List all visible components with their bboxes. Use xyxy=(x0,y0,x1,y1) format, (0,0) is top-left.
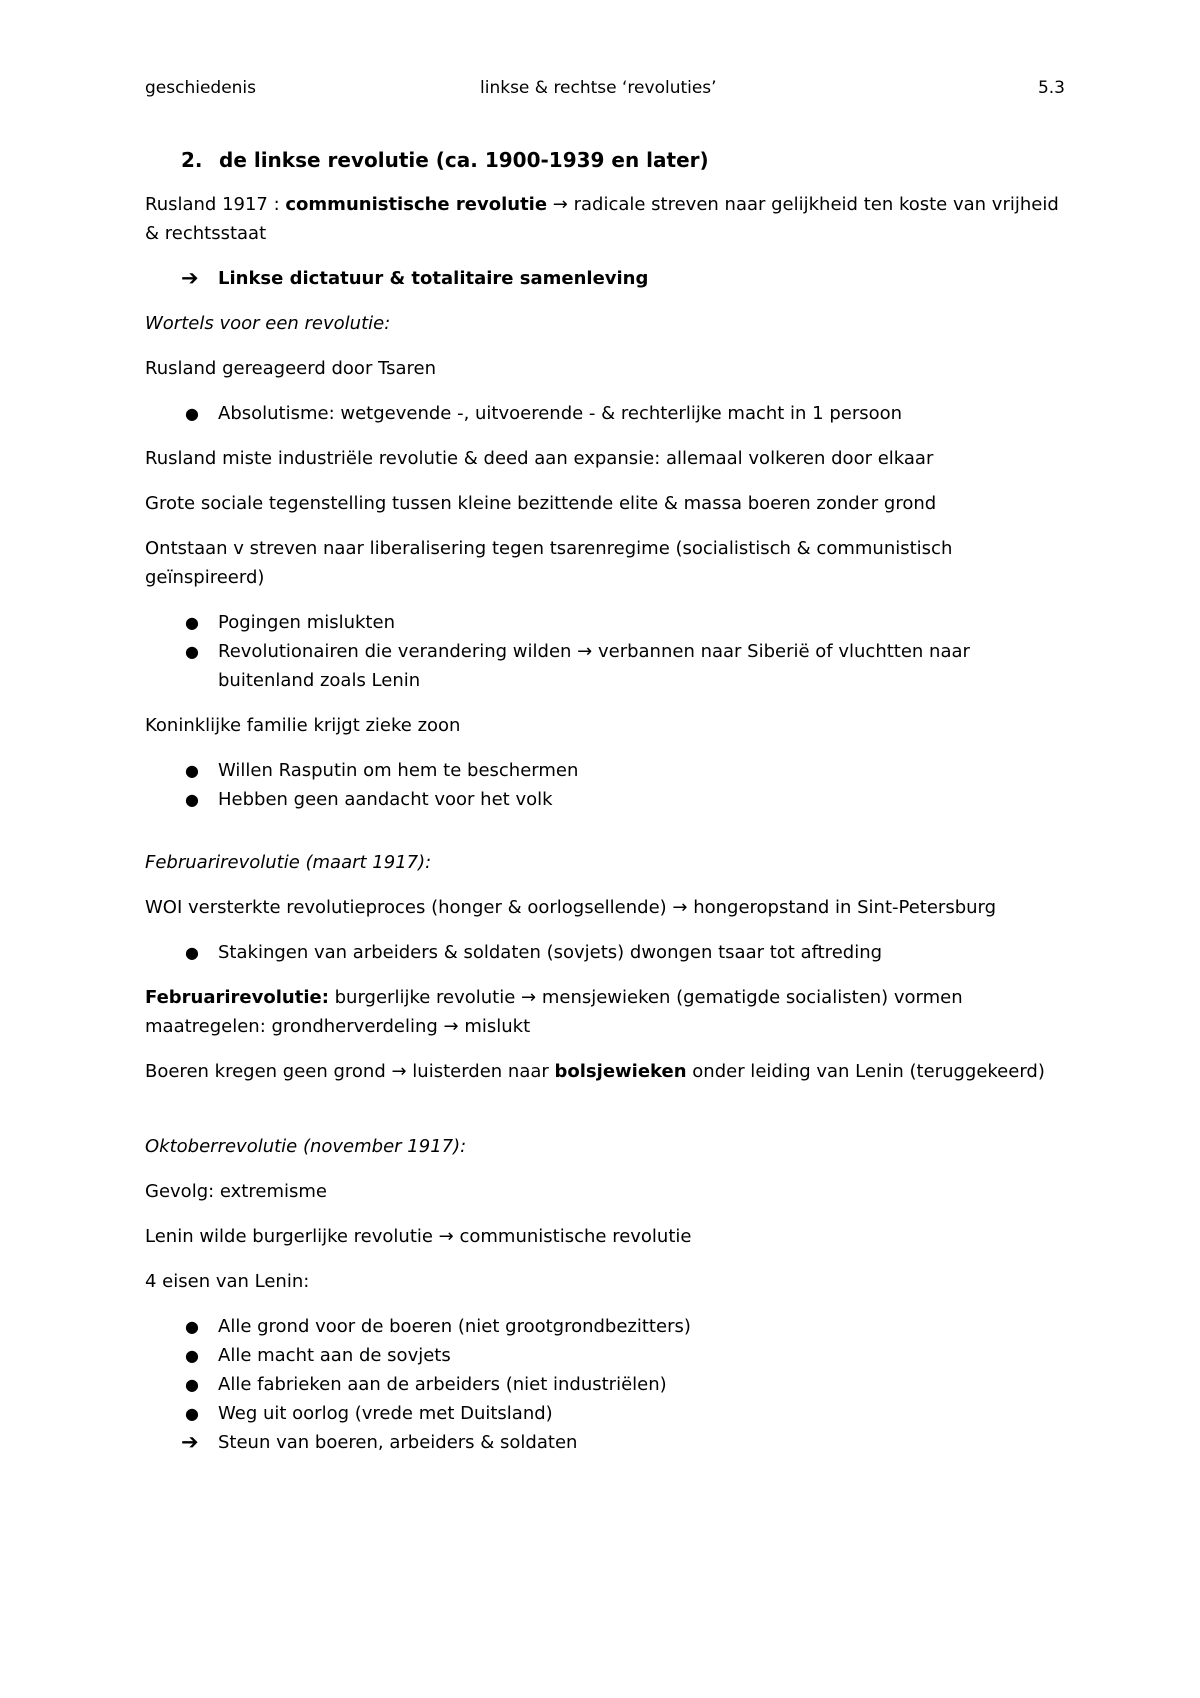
list-item-text: Weg uit oorlog (vrede met Duitsland) xyxy=(218,1403,553,1424)
page-header xyxy=(145,78,1065,102)
bullet-icon: ● xyxy=(185,1404,199,1423)
bullet-icon: ● xyxy=(185,1375,199,1394)
wortels-paragraph-5: Koninklijke familie krijgt zieke zoon xyxy=(145,715,461,736)
oktober-paragraph-3: 4 eisen van Lenin: xyxy=(145,1271,310,1292)
conclusion-arrow-item xyxy=(145,264,1070,293)
conclusion-text: Linkse dictatuur & totalitaire samenleving xyxy=(218,268,649,289)
intro-paragraph xyxy=(145,190,1070,248)
februari-bold: bolsjewieken xyxy=(554,1061,687,1082)
oktober-paragraph-1: Gevolg: extremisme xyxy=(145,1181,327,1202)
bullet-icon: ● xyxy=(185,1317,199,1336)
oktober-heading: Oktoberrevolutie (november 1917): xyxy=(145,1136,467,1157)
februari-term: Februarirevolutie: xyxy=(145,987,329,1008)
wortels-paragraph-1: Rusland gereageerd door Tsaren xyxy=(145,358,436,379)
spacer xyxy=(145,1102,1070,1132)
list-item-text: Willen Rasputin om hem te beschermen xyxy=(218,760,579,781)
list-item-text: Absolutisme: wetgevende -, uitvoerende - & rechterlijke macht in 1 persoon xyxy=(218,403,903,424)
februari-heading: Februarirevolutie (maart 1917): xyxy=(145,852,432,873)
bullet-icon: ● xyxy=(185,761,199,780)
arrow-right-icon: ➔ xyxy=(181,266,199,290)
bullet-icon: ● xyxy=(185,404,199,423)
februari-definition: burgerlijke revolutie → mensjewieken (gematigde socialisten) vormen maatregelen: grondherverdeling → mislukt xyxy=(145,987,963,1037)
bullet-icon: ● xyxy=(185,1346,199,1365)
list-item xyxy=(145,608,1070,637)
result-arrow-item xyxy=(145,1428,1070,1457)
arrow-right-icon: ➔ xyxy=(181,1430,199,1454)
document-body xyxy=(145,146,1070,1457)
section-title: de linkse revolutie (ca. 1900-1939 en later) xyxy=(219,148,709,172)
list-item xyxy=(145,756,1070,785)
spacer xyxy=(145,830,1070,848)
list-item-text: Alle grond voor de boeren (niet grootgrondbezitters) xyxy=(218,1316,691,1337)
wortels-paragraph-2: Rusland miste industriële revolutie & deed aan expansie: allemaal volkeren door elkaar xyxy=(145,448,934,469)
intro-bold: communistische revolutie xyxy=(285,194,548,215)
februari-paragraph-1: WOI versterkte revolutieproces (honger & oorlogsellende) → hongeropstand in Sint-Petersburg xyxy=(145,897,997,918)
list-item xyxy=(145,1341,1070,1370)
list-item xyxy=(145,1370,1070,1399)
wortels-paragraph-4: Ontstaan v streven naar liberalisering tegen tsarenregime (socialistisch & communistisch geïnspireerd) xyxy=(145,538,953,588)
wortels-list-1 xyxy=(145,399,1070,428)
header-chapter: 5.3 xyxy=(1037,78,1065,98)
bullet-icon: ● xyxy=(185,642,199,661)
list-item-text: Revolutionairen die verandering wilden → verbannen naar Siberië of vluchtten naar buitenland zoals Lenin xyxy=(218,641,970,691)
februari-paragraph-3 xyxy=(145,1057,1070,1086)
list-item xyxy=(145,637,1070,695)
oktober-paragraph-2: Lenin wilde burgerlijke revolutie → communistische revolutie xyxy=(145,1226,692,1247)
februari-list xyxy=(145,938,1070,967)
list-item xyxy=(145,938,1070,967)
list-item xyxy=(145,1312,1070,1341)
februari-text-2: onder leiding van Lenin (teruggekeerd) xyxy=(686,1061,1045,1082)
list-item-text: Alle macht aan de sovjets xyxy=(218,1345,451,1366)
bullet-icon: ● xyxy=(185,943,199,962)
list-item xyxy=(145,1399,1070,1428)
februari-paragraph-2 xyxy=(145,983,1070,1041)
list-item xyxy=(145,785,1070,814)
header-subject: geschiedenis xyxy=(145,78,257,98)
intro-text-2: → radicale streven naar gelijkheid ten koste van vrijheid & rechtsstaat xyxy=(145,194,1059,244)
section-heading xyxy=(181,146,1070,175)
februari-text-1: Boeren kregen geen grond → luisterden naar xyxy=(145,1061,555,1082)
list-item-text: Alle fabrieken aan de arbeiders (niet industriëlen) xyxy=(218,1374,667,1395)
list-item-text: Stakingen van arbeiders & soldaten (sovjets) dwongen tsaar tot aftreding xyxy=(218,942,883,963)
bullet-icon: ● xyxy=(185,790,199,809)
bullet-icon: ● xyxy=(185,613,199,632)
wortels-heading: Wortels voor een revolutie: xyxy=(145,313,391,334)
result-text: Steun van boeren, arbeiders & soldaten xyxy=(218,1432,578,1453)
intro-text-1: Rusland 1917 : xyxy=(145,194,286,215)
list-item-text: Pogingen mislukten xyxy=(218,612,395,633)
wortels-paragraph-3: Grote sociale tegenstelling tussen kleine bezittende elite & massa boeren zonder grond xyxy=(145,493,937,514)
list-item-text: Hebben geen aandacht voor het volk xyxy=(218,789,553,810)
section-number: 2. xyxy=(181,148,203,172)
wortels-list-2 xyxy=(145,608,1070,695)
wortels-list-3 xyxy=(145,756,1070,814)
list-item xyxy=(145,399,1070,428)
eisen-list xyxy=(145,1312,1070,1428)
header-title: linkse & rechtse ‘revoluties’ xyxy=(480,78,717,98)
